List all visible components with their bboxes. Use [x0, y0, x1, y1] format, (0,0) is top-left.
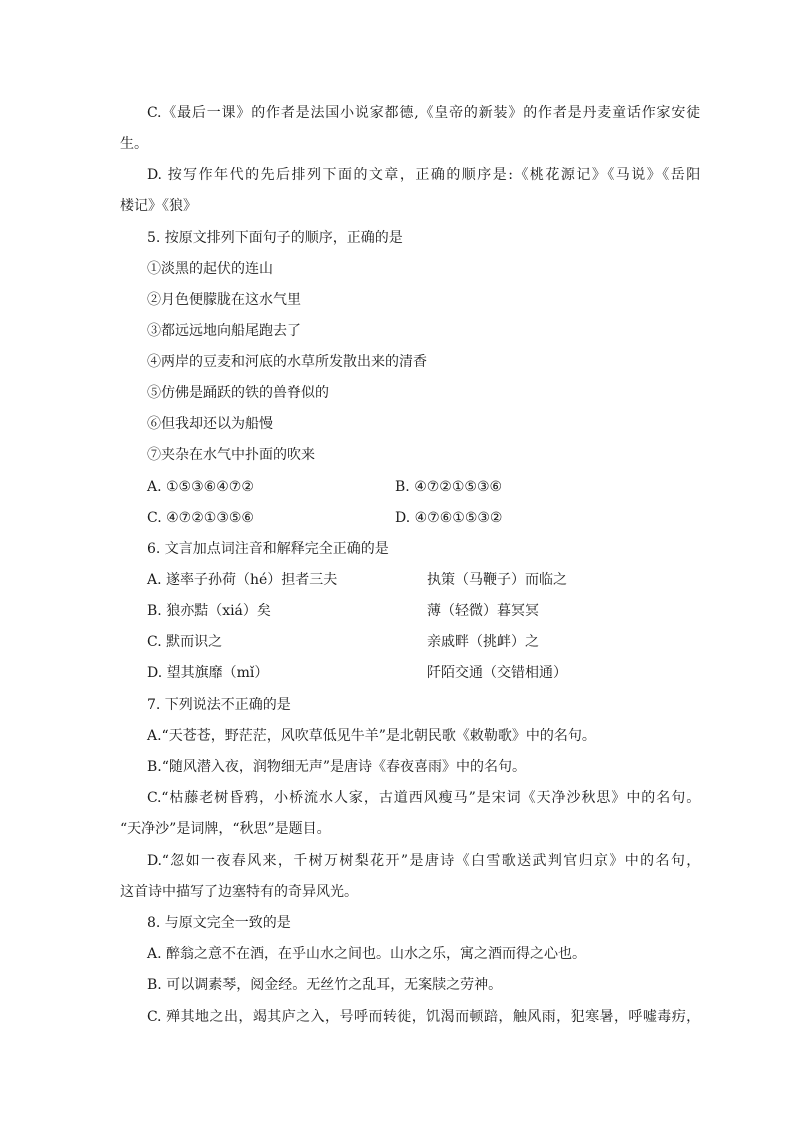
question-7-option-b: B.“随风潜入夜，润物细无声”是唐诗《春夜喜雨》中的名句。 [147, 759, 527, 775]
question-5-option-b: B. ④⑦②①⑤③⑥ [395, 479, 503, 495]
question-6-option-left: B. 狼亦黠（xiá）矣 [147, 603, 271, 619]
question-6-option-left: C. 默而识之 [147, 634, 223, 650]
question-6-title: 6. 文言加点词注音和解释完全正确的是 [147, 541, 389, 557]
question-6-option-left: A. 遂率子孙荷（hé）担者三夫 [147, 572, 338, 588]
question-8-option-c-line-1: C. 殚其地之出，竭其庐之入，号呼而转徙，饥渴而顿踣，触风雨，犯寒暑，呼嘘毒疠， [147, 1009, 700, 1025]
question-7-option-c-line-2: “天净沙”是词牌，“秋思”是题目。 [120, 821, 331, 837]
question-8-title: 8. 与原文完全一致的是 [147, 915, 291, 931]
question-6-option-right: 亲戚畔（挑衅）之 [427, 634, 539, 650]
option-c-line-2: 生。 [120, 136, 148, 152]
question-5-item: ①淡黑的起伏的连山 [147, 261, 273, 277]
question-7-option-d-line-1: D.“忽如一夜春风来，千树万树梨花开”是唐诗《白雪歌送武判官归京》中的名句， [147, 853, 700, 869]
question-7-option-c-line-1: C.“枯藤老树昏鸦，小桥流水人家，古道西风瘦马”是宋词《天净沙秋思》中的名句。 [147, 790, 700, 806]
question-7-option-a: A.“天苍苍，野茫茫，风吹草低见牛羊”是北朝民歌《敕勒歌》中的名句。 [147, 728, 596, 744]
option-d-line-2: 楼记》《狼》 [120, 198, 197, 214]
question-5-item: ②月色便朦胧在这水气里 [147, 292, 301, 308]
question-6-option-right: 薄（轻微）暮冥冥 [427, 603, 539, 619]
question-6-option-right: 阡陌交通（交错相通） [427, 665, 567, 681]
question-5-option-c: C. ④⑦②①③⑤⑥ [147, 510, 254, 526]
question-5-option-d: D. ④⑦⑥①⑤③② [395, 510, 503, 526]
question-6-option-right: 执策（马鞭子）而临之 [427, 572, 567, 588]
question-6-option-left: D. 望其旗靡（mǐ） [147, 665, 269, 681]
option-d-line-1: D. 按写作年代的先后排列下面的文章，正确的顺序是:《桃花源记》《马说》《岳阳 [147, 167, 700, 183]
question-5-item: ③都远远地向船尾跑去了 [147, 323, 301, 339]
question-5-option-a: A. ①⑤③⑥④⑦② [147, 479, 254, 495]
question-5-item: ④两岸的豆麦和河底的水草所发散出来的清香 [147, 354, 427, 370]
option-c-line-1: C.《最后一课》的作者是法国小说家都德,《皇帝的新装》的作者是丹麦童话作家安徒 [147, 105, 700, 121]
question-5-title: 5. 按原文排列下面句子的顺序，正确的是 [147, 230, 403, 246]
question-5-item: ⑦夹杂在水气中扑面的吹来 [147, 447, 315, 463]
question-5-item: ⑥但我却还以为船慢 [147, 416, 273, 432]
question-8-option-b: B. 可以调素琴，阅金经。无丝竹之乱耳，无案牍之劳神。 [147, 977, 503, 993]
question-7-option-d-line-2: 这首诗中描写了边塞特有的奇异风光。 [120, 884, 358, 900]
question-8-option-a: A. 醉翁之意不在酒，在乎山水之间也。山水之乐，寓之酒而得之心也。 [147, 946, 587, 962]
question-7-title: 7. 下列说法不正确的是 [147, 697, 291, 713]
question-5-item: ⑤仿佛是踊跃的铁的兽脊似的 [147, 385, 329, 401]
